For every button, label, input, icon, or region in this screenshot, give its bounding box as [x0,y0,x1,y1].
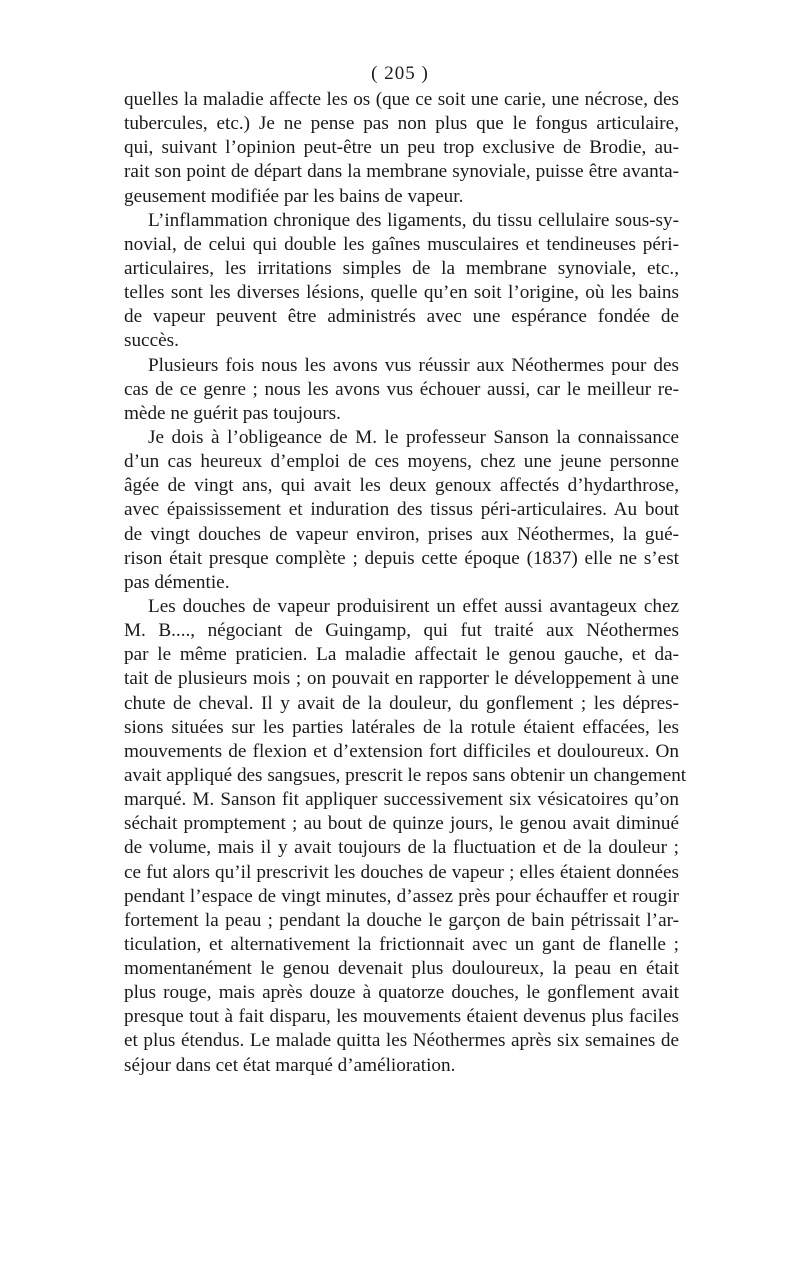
text-line: mède ne guérit pas toujours. [124,402,341,424]
text-line: âgée de vingt ans, qui avait les deux genoux affectés d’hydarthrose, [124,475,679,497]
text-line: séjour dans cet état marqué d’amélioration. [124,1054,456,1076]
text-line: tubercules, etc.) Je ne pense pas non plus que le fongus articulaire, [124,113,679,135]
text-line: geusement modifiée par les bains de vapeur. [124,185,464,207]
text-line: d’un cas heureux d’emploi de ces moyens, chez une jeune personne [124,451,679,473]
text-line: quelles la maladie affecte les os (que ce soit une carie, une nécrose, des [124,89,679,110]
text-line: de volume, mais il y avait toujours de la fluctuation et de la douleur ; [124,837,679,859]
text-line: séchait promptement ; au bout de quinze jours, le genou avait diminué [124,813,679,835]
text-line: plus rouge, mais après douze à quatorze douches, le gonflement avait [124,982,679,1004]
text-line: Je dois à l’obligeance de M. le professeur Sanson la connaissance [148,426,679,448]
text-line: ticulation, et alternativement la frictionnait avec un gant de flanelle ; [124,933,679,955]
text-line: Les douches de vapeur produisirent un effet aussi avantageux chez [148,595,679,617]
text-line: marqué. M. Sanson fit appliquer successivement six vésicatoires qu’on [124,789,679,811]
text-line: articulaires, les irritations simples de la membrane synoviale, etc., [124,257,679,279]
text-line: rison était presque complète ; depuis cette époque (1837) elle ne s’est [124,547,679,569]
paragraph [124,354,679,426]
text-line: avait appliqué des sangsues, prescrit le repos sans obtenir un changement [124,764,687,786]
text-line: pendant l’espace de vingt minutes, d’assez près pour échauffer et rougir [124,885,679,907]
text-line: chute de cheval. Il y avait de la douleur, du gonflement ; les dépres- [124,692,679,714]
text-line: de vingt douches de vapeur environ, prises aux Néothermes, la gué- [124,523,679,545]
paragraph [124,595,687,1078]
text-line: pas démentie. [124,571,230,593]
text-line: Plusieurs fois nous les avons vus réussir aux Néothermes pour des [148,354,679,376]
text-line: tait de plusieurs mois ; on pouvait en rapporter le développement à une [124,668,679,690]
body-text [124,88,687,1078]
text-line: de vapeur peuvent être administrés avec une espérance fondée de [124,306,679,328]
text-line: L’inflammation chronique des ligaments, du tissu cellulaire sous-sy- [148,209,679,231]
text-line: telles sont les diverses lésions, quelle qu’en soit l’origine, où les bains [124,282,679,304]
text-line: M. B...., négociant de Guingamp, qui fut traité aux Néothermes [124,620,679,642]
text-line: ce fut alors qu’il prescrivit les douches de vapeur ; elles étaient données [124,861,679,883]
paragraph [124,209,679,354]
text-line: novial, de celui qui double les gaînes musculaires et tendineuses péri- [124,233,679,255]
page-number: ( 205 ) [371,63,429,84]
text-line: par le même praticien. La maladie affectait le genou gauche, et da- [124,644,679,666]
text-line: qui, suivant l’opinion peut-être un peu trop exclusive de Brodie, au- [124,137,679,159]
text-line: et plus étendus. Le malade quitta les Néothermes après six semaines de [124,1030,679,1052]
text-line: sions situées sur les parties latérales de la rotule étaient effacées, les [124,716,679,738]
paragraph [124,426,679,595]
text-line: rait son point de départ dans la membrane synoviale, puisse être avanta- [124,161,679,183]
text-line: presque tout à fait disparu, les mouvements étaient devenus plus faciles [124,1006,679,1028]
text-line: mouvements de flexion et d’extension fort difficiles et douloureux. On [124,740,679,762]
text-line: avec épaississement et induration des tissus péri-articulaires. Au bout [124,499,679,521]
text-line: fortement la peau ; pendant la douche le garçon de bain pétrissait l’ar- [124,909,679,931]
text-line: succès. [124,330,179,352]
paragraph [124,88,679,209]
text-line: momentanément le genou devenait plus douloureux, la peau en était [124,958,679,980]
text-line: cas de ce genre ; nous les avons vus échouer aussi, car le meilleur re- [124,378,679,400]
